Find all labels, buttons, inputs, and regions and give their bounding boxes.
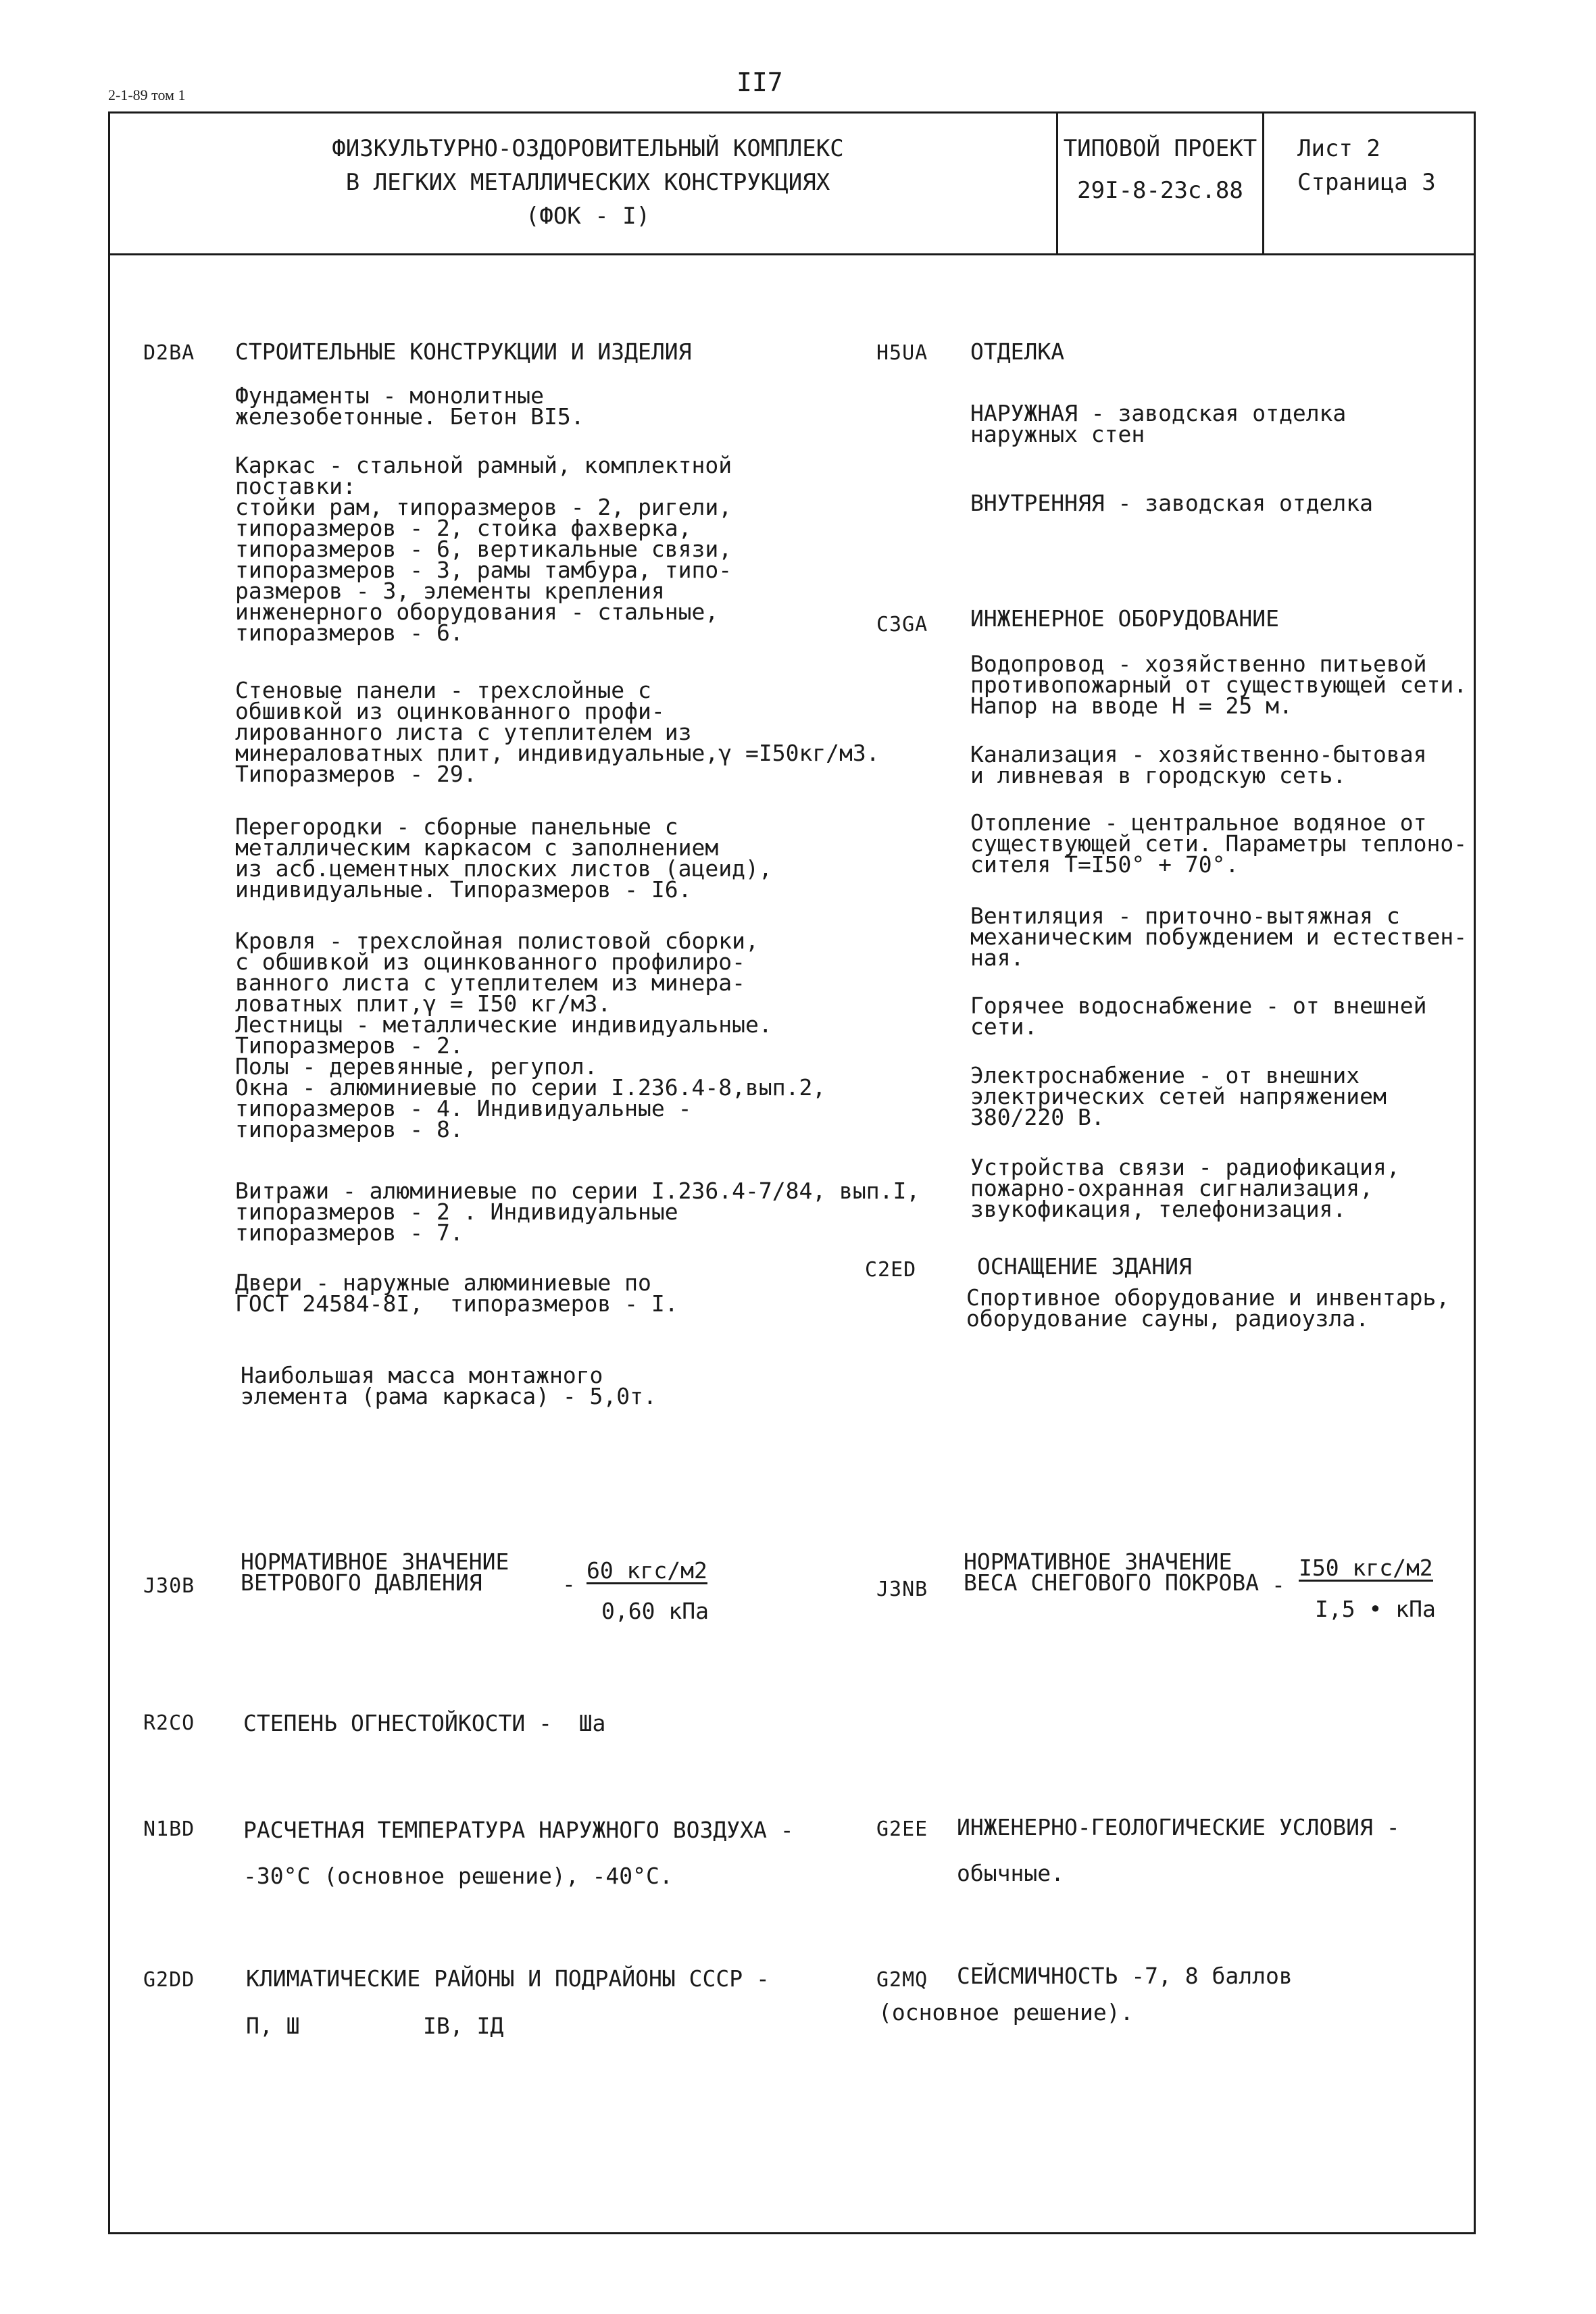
page-label: Страница 3 xyxy=(1297,169,1436,196)
paragraph-partitions: Перегородки - сборные панельные с металлическим каркасом с заполнением из асб.цементных плоских листов (ацеид), индивидуальные. Типоразмеров - I6. xyxy=(235,813,772,903)
geology-line-2: обычные. xyxy=(957,1860,1064,1886)
wind-dash: - xyxy=(562,1571,576,1597)
paragraph-foundations: Фундаменты - монолитные железобетонные. Бетон ВI5. xyxy=(235,382,584,430)
temperature-line-2: -30°С (основное решение), -40°С. xyxy=(243,1863,673,1889)
project-label: ТИПОВОЙ ПРОЕКТ xyxy=(1063,135,1257,162)
project-block xyxy=(1058,132,1262,207)
header-title-line-1: ФИЗКУЛЬТУРНО-ОЗДОРОВИТЕЛЬНЫЙ КОМПЛЕКС xyxy=(332,135,844,162)
code-climate: G2DD xyxy=(143,1968,195,1992)
header-title-line-2: В ЛЕГКИХ МЕТАЛЛИЧЕСКИХ КОНСТРУКЦИЯХ xyxy=(345,169,830,196)
section-code-equipment: C2ED xyxy=(865,1258,917,1282)
paragraph-hot-water: Горячее водоснабжение - от внешней сети. xyxy=(970,992,1427,1040)
section-heading-structures: СТРОИТЕЛЬНЫЕ КОНСТРУКЦИИ И ИЗДЕЛИЯ xyxy=(235,338,692,365)
section-heading-finishing: ОТДЕЛКА xyxy=(970,338,1065,365)
climate-subregions: IВ, IД xyxy=(423,2013,504,2039)
paragraph-sewerage: Канализация - хозяйственно-бытовая и ливневая в городскую сеть. xyxy=(970,741,1427,788)
paragraph-frame: Каркас - стальной рамный, комплектной поставки: стойки рам, типоразмеров - 2, ригели, типоразмеров - 2, стойка фахверка, типоразмеров - 6, вертикальные связи, типоразмеров - 3, рамы тамбура, типо- размеров - 3, элементы крепления инженерного оборудования - стальные, типоразмеров - 6. xyxy=(235,452,732,646)
paragraph-equipment: Спортивное оборудование и инвентарь, оборудование сауны, радиоузла. xyxy=(966,1284,1450,1332)
wind-label: НОРМАТИВНОЕ ЗНАЧЕНИЕ ВЕТРОВОГО ДАВЛЕНИЯ xyxy=(241,1549,509,1596)
document-ref: 2-1-89 том 1 xyxy=(108,86,186,103)
climate-line-1: КЛИМАТИЧЕСКИЕ РАЙОНЫ И ПОДРАЙОНЫ СССР - xyxy=(246,1965,770,1992)
page-number: II7 xyxy=(737,68,783,97)
paragraph-water-supply: Водопровод - хозяйственно питьевой противопожарный от существующей сети. Напор на вводе Н = 25 м. xyxy=(970,651,1468,719)
code-geology: G2EE xyxy=(876,1817,928,1841)
header-title-line-3: (ФОК - I) xyxy=(525,203,651,230)
code-temperature: N1BD xyxy=(143,1817,195,1841)
code-snow: J3NB xyxy=(876,1578,928,1601)
paragraph-communications: Устройства связи - радиофикация, пожарно-охранная сигнализация, звукофикация, телефонизация. xyxy=(970,1154,1400,1222)
header-title xyxy=(135,132,1041,233)
header-divider xyxy=(108,253,1476,255)
snow-value-kgf: I50 кгс/м2 xyxy=(1299,1555,1433,1581)
header-col-divider-2 xyxy=(1262,111,1264,255)
section-code-finishing: H5UA xyxy=(876,341,928,365)
paragraph-stained-glass: Витражи - алюминиевые по серии I.236.4-7/84, вып.I, типоразмеров - 2 . Индивидуальные типоразмеров - 7. xyxy=(235,1178,920,1246)
paragraph-ventilation: Вентиляция - приточно-вытяжная с механическим побуждением и естествен- ная. xyxy=(970,903,1468,971)
paragraph-roof-stairs-floors-windows: Кровля - трехслойная полистовой сборки, с обшивкой из оцинкованного профилиро- ванного листа с утеплителем из минера- ловатных плит,γ = I50 кг/м3. Лестницы - металлические индивидуальные. Типоразмеров - 2. Полы - деревянные, регупол. Окна - алюминиевые по серии I.236.4-8,вып.2, типоразмеров - 4. Индивидуальные - типоразмеров - 8. xyxy=(235,928,826,1142)
paragraph-heating: Отопление - центральное водяное от существующей сети. Параметры теплоно- сителя Т=I50° + 70°. xyxy=(970,809,1468,878)
fire-resistance: СТЕПЕНЬ ОГНЕСТОЙКОСТИ - Шa xyxy=(243,1710,606,1736)
snow-value-kpa: I,5 • кПа xyxy=(1315,1596,1436,1622)
section-code-engineering: C3GA xyxy=(876,613,928,636)
paragraph-internal-finishing: ВНУТРЕННЯЯ - заводская отделка xyxy=(970,490,1374,516)
seismic-line-1: СЕЙСМИЧНОСТЬ -7, 8 баллов xyxy=(957,1963,1293,1989)
section-code-structures: D2BA xyxy=(143,341,195,365)
sheet-block xyxy=(1297,132,1473,199)
code-fire: R2CO xyxy=(143,1711,195,1735)
snow-label: НОРМАТИВНОЕ ЗНАЧЕНИЕ ВЕСА СНЕГОВОГО ПОКРОВА xyxy=(964,1549,1260,1596)
paragraph-doors: Двери - наружные алюминиевые по ГОСТ 24584-8I, типоразмеров - I. xyxy=(235,1269,678,1317)
section-heading-equipment: ОСНАЩЕНИЕ ЗДАНИЯ xyxy=(977,1253,1192,1280)
seismic-line-2: (основное решение). xyxy=(878,1999,1134,2026)
wind-value-kgf: 60 кгс/м2 xyxy=(587,1557,707,1584)
paragraph-power-supply: Электроснабжение - от внешних электрических сетей напряжением 380/220 В. xyxy=(970,1062,1387,1130)
paragraph-external-finishing: НАРУЖНАЯ - заводская отделка наружных стен xyxy=(970,400,1347,447)
wind-value-kpa: 0,60 кПа xyxy=(601,1598,709,1624)
climate-regions: П, Ш xyxy=(246,2013,300,2039)
code-wind: J30B xyxy=(143,1574,195,1598)
project-number: 29I-8-23с.88 xyxy=(1077,177,1243,204)
code-seismic: G2MQ xyxy=(876,1968,928,1992)
snow-dash: - xyxy=(1272,1571,1285,1598)
temperature-line-1: РАСЧЕТНАЯ ТЕМПЕРАТУРА НАРУЖНОГО ВОЗДУХА - xyxy=(243,1817,794,1843)
section-heading-engineering: ИНЖЕНЕРНОЕ ОБОРУДОВАНИЕ xyxy=(970,605,1279,632)
paragraph-max-mass: Наибольшая масса монтажного элемента (рама каркаса) - 5,0т. xyxy=(241,1362,657,1409)
paragraph-wall-panels: Стеновые панели - трехслойные с обшивкой из оцинкованного профи- лированного листа с утеплителем из минераловатных плит, индивидуальные,γ =I50кг/м3. Типоразмеров - 29. xyxy=(235,677,880,787)
geology-line-1: ИНЖЕНЕРНО-ГЕОЛОГИЧЕСКИЕ УСЛОВИЯ - xyxy=(957,1814,1400,1840)
sheet-number: Лист 2 xyxy=(1297,135,1380,162)
